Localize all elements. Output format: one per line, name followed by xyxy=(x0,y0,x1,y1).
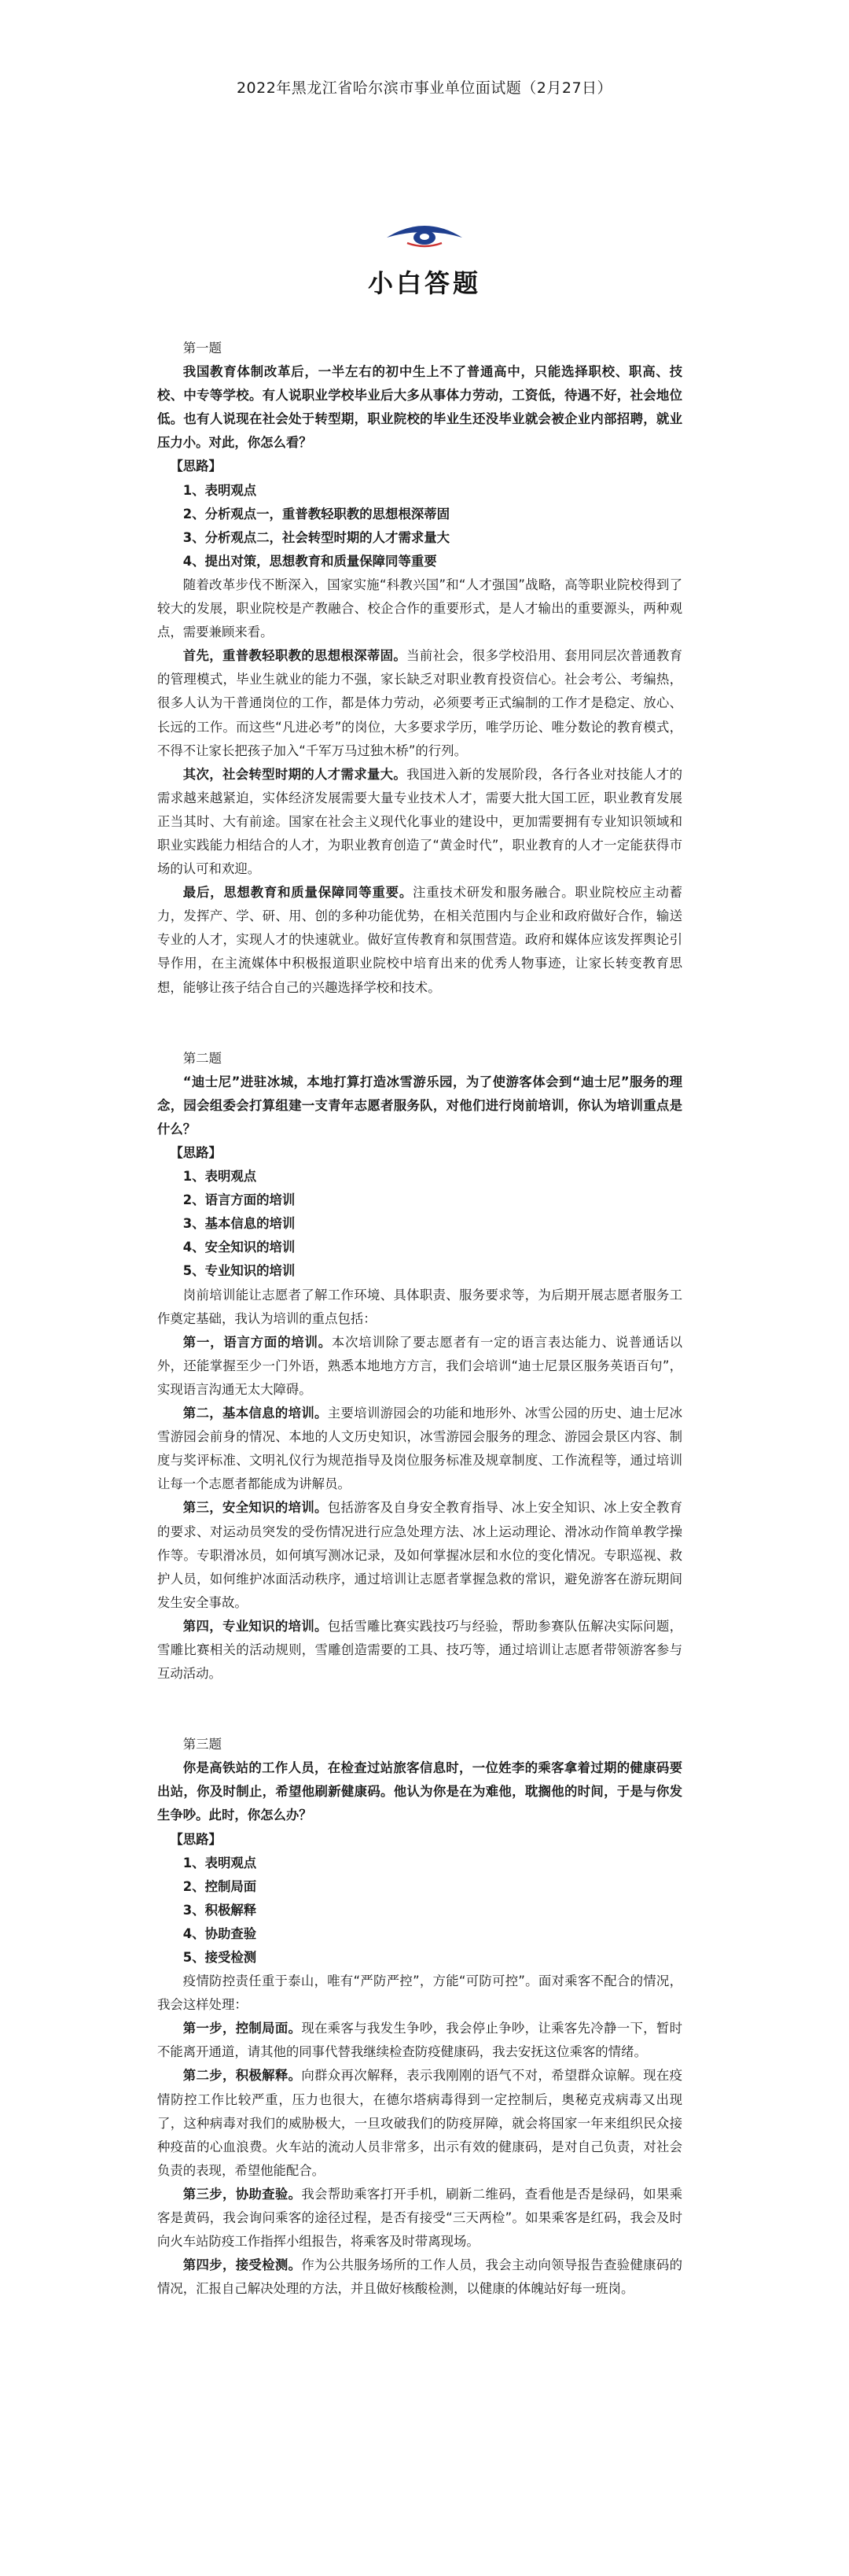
question-1-title: 第一题 xyxy=(182,341,222,356)
question-1-point: 1、表明观点 xyxy=(182,482,257,498)
section-gap xyxy=(157,1000,682,1047)
question-1-text: 我国教育体制改革后，一半左右的初中生上不了普通高中，只能选择职校、职高、技校、中专等学校。有人说职业学校毕业后大多从事体力劳动，工资低，待遇不好，社会地位低。也有人说现在社会处于转型期，职业院校的毕业生还没毕业就会被企业内部招聘，就业压力小。对此，你怎么看？ xyxy=(157,364,682,451)
question-3-point: 5、接受检测 xyxy=(182,1950,257,1965)
section-gap xyxy=(157,1686,682,1733)
question-1-paragraph: 最后，思想教育和质量保障同等重要。注重技术研发和服务融合。职业院校应主动蓄力，发挥产、学、研、用、创的多种功能优势，在相关范围内与企业和政府做好合作，输送专业的人才，实现人才的快速就业。做好宣传教育和氛围营造。政府和媒体应该发挥舆论引导作用，在主流媒体中积极报道职业院校中培育出来的优秀人物事迹，让家长转变教育思想，能够让孩子结合自己的兴趣选择学校和技术。 xyxy=(157,885,683,995)
question-2-approach-label: 【思路】 xyxy=(170,1145,222,1160)
paragraph-lead: 第四步，接受检测。 xyxy=(182,2257,302,2273)
document-body xyxy=(157,337,682,2301)
question-2-title: 第二题 xyxy=(182,1050,222,1066)
question-3-text: 你是高铁站的工作人员，在检查过站旅客信息时，一位姓李的乘客拿着过期的健康码要出站，你及时制止，希望他刷新健康码。他认为你是在为难他，耽搁他的时间，于是与你发生争吵。此时，你怎么办？ xyxy=(157,1760,682,1823)
question-1-paragraph: 首先，重普教轻职教的思想根深蒂固。当前社会，很多学校沿用、套用同层次普通教育的管理模式，毕业生就业的能力不强，家长缺乏对职业教育投资信心。社会考公、考编热，很多人认为干普通岗位的工作，都是体力劳动，必须要考正式编制的工作才是稳定、放心、长远的工作。而这些“凡进必考”的岗位，大多要求学历，唯学历论、唯分数论的教育模式，不得不让家长把孩子加入“千军万马过独木桥”的行列。 xyxy=(157,648,683,758)
question-3-point: 3、积极解释 xyxy=(182,1902,257,1918)
question-1-paragraph: 随着改革步伐不断深入，国家实施“科教兴国”和“人才强国”战略，高等职业院校得到了较大的发展，职业院校是产教融合、校企合作的重要形式，是人才输出的重要源头，两种观点，需要兼顾来看。 xyxy=(157,577,682,640)
paragraph-lead: 最后，思想教育和质量保障同等重要。 xyxy=(182,885,413,901)
paragraph-lead: 其次，社会转型时期的人才需求量大。 xyxy=(182,766,407,782)
question-3-point: 1、表明观点 xyxy=(182,1855,257,1870)
paragraph-lead: 第一步，控制局面。 xyxy=(182,2021,302,2036)
paragraph-lead: 第四，专业知识的培训。 xyxy=(182,1618,328,1634)
question-3-point: 4、协助查验 xyxy=(182,1926,257,1941)
question-3-paragraph: 第二步，积极解释。向群众再次解释，表示我刚刚的语气不对，希望群众谅解。现在疫情防控工作比较严重，压力也很大，在德尔塔病毒得到一定控制后，奥秘克戎病毒又出现了，这种病毒对我们的威胁极大，一旦攻破我们的防疫屏障，就会将国家一年来组织民众接种疫苗的心血浪费。火车站的流动人员非常多，出示有效的健康码，是对自己负责，对社会负责的表现，希望他能配合。 xyxy=(157,2068,683,2178)
question-1-point: 3、分析观点二，社会转型时期的人才需求量大 xyxy=(182,529,450,545)
question-3-paragraph: 第一步，控制局面。现在乘客与我发生争吵，我会停止争吵，让乘客先冷静一下，暂时不能离开通道，请其他的同事代替我继续检查防疫健康码，我去安抚这位乘客的情绪。 xyxy=(157,2021,683,2060)
question-2-point: 2、语言方面的培训 xyxy=(182,1192,296,1208)
question-2-paragraph: 岗前培训能让志愿者了解工作环境、具体职责、服务要求等，为后期开展志愿者服务工作奠定基础，我认为培训的重点包括： xyxy=(157,1287,682,1326)
question-2-text: “迪士尼”进驻冰城，本地打算打造冰雪游乐园，为了使游客体会到“迪士尼”服务的理念，园会组委会打算组建一支青年志愿者服务队，对他们进行岗前培训，你认为培训重点是什么？ xyxy=(157,1074,682,1137)
document-title: 2022年黑龙江省哈尔滨市事业单位面试题（2月27日） xyxy=(236,79,613,97)
question-1-approach-label: 【思路】 xyxy=(170,459,222,474)
paragraph-lead: 第二，基本信息的培训。 xyxy=(182,1406,328,1421)
question-3-paragraph: 第四步，接受检测。作为公共服务场所的工作人员，我会主动向领导报告查验健康码的情况，汇报自己解决处理的方法，并且做好核酸检测，以健康的体魄站好每一班岗。 xyxy=(157,2257,683,2297)
brand-name: 小白答题 xyxy=(367,268,481,298)
question-2-paragraph: 第四，专业知识的培训。包括雪雕比赛实践技巧与经验，帮助参赛队伍解决实际问题，雪雕比赛相关的活动规则，雪雕创造需要的工具、技巧等，通过培训让志愿者带领游客参与互动活动。 xyxy=(157,1618,683,1682)
paragraph-lead: 第一，语言方面的培训。 xyxy=(182,1334,332,1350)
question-2-paragraph: 第一，语言方面的培训。本次培训除了要志愿者有一定的语言表达能力、说普通话以外，还能掌握至少一门外语，熟悉本地地方方言，我们会培训“迪士尼景区服务英语百句”，实现语言沟通无太大障碍。 xyxy=(157,1334,683,1397)
paragraph-lead: 第二步，积极解释。 xyxy=(182,2068,302,2084)
question-1-paragraph: 其次，社会转型时期的人才需求量大。我国进入新的发展阶段，各行各业对技能人才的需求越来越紧迫，实体经济发展需要大量专业技术人才，需要大批大国工匠，职业教育发展正当其时、大有前途。国家在社会主义现代化事业的建设中，更加需要拥有专业知识领域和职业实践能力相结合的人才，为职业教育创造了“黄金时代”，职业教育的人才一定能获得市场的认可和欢迎。 xyxy=(157,766,683,877)
paragraph-lead: 第三，安全知识的培训。 xyxy=(182,1500,328,1516)
question-1-point: 4、提出对策，思想教育和质量保障同等重要 xyxy=(182,553,437,569)
question-3-point: 2、控制局面 xyxy=(182,1878,257,1894)
question-2-point: 1、表明观点 xyxy=(182,1169,257,1185)
question-3-title: 第三题 xyxy=(182,1737,222,1752)
question-2-point: 3、基本信息的培训 xyxy=(182,1216,296,1232)
question-2-paragraph: 第三，安全知识的培训。包括游客及自身安全教育指导、冰上安全知识、冰上安全教育的要求、对运动员突发的受伤情况进行应急处理方法、冰上运动理论、滑冰动作简单教学操作等。专职滑冰员，如何填写测冰记录，及如何掌握冰层和水位的变化情况。专职巡视、救护人员，如何维护冰面活动秩序，通过培训让志愿者掌握急救的常识，避免游客在游玩期间发生安全事故。 xyxy=(157,1500,683,1610)
eye-logo-icon xyxy=(384,219,465,250)
paragraph-lead: 首先，重普教轻职教的思想根深蒂固。 xyxy=(182,648,407,664)
question-3-paragraph: 第三步，协助查验。我会帮助乘客打开手机，刷新二维码，查看他是否是绿码，如果乘客是黄码，我会询问乘客的途径过程，是否有接受“三天两检”。如果乘客是红码，我会及时向火车站防疫工作指挥小组报告，将乘客及时带离现场。 xyxy=(157,2186,683,2250)
paragraph-lead: 第三步，协助查验。 xyxy=(182,2186,302,2202)
question-2-paragraph: 第二，基本信息的培训。主要培训游园会的功能和地形外、冰雪公园的历史、迪士尼冰雪游园会前身的情况、本地的人文历史知识，冰雪游园会服务的理念、游园会景区内容、制度与奖评标准、文明礼仪行为规范指导及岗位服务标准及规章制度、工作流程等，通过培训让每一个志愿者都能成为讲解员。 xyxy=(157,1406,683,1492)
question-2-point: 5、专业知识的培训 xyxy=(182,1263,296,1279)
question-3-approach-label: 【思路】 xyxy=(170,1831,222,1847)
question-1-point: 2、分析观点一，重普教轻职教的思想根深蒂固 xyxy=(182,506,450,521)
question-3-paragraph: 疫情防控责任重于泰山，唯有“严防严控”，方能“可防可控”。面对乘客不配合的情况，我会这样处理： xyxy=(157,1973,682,2013)
question-2-point: 4、安全知识的培训 xyxy=(182,1240,296,1255)
